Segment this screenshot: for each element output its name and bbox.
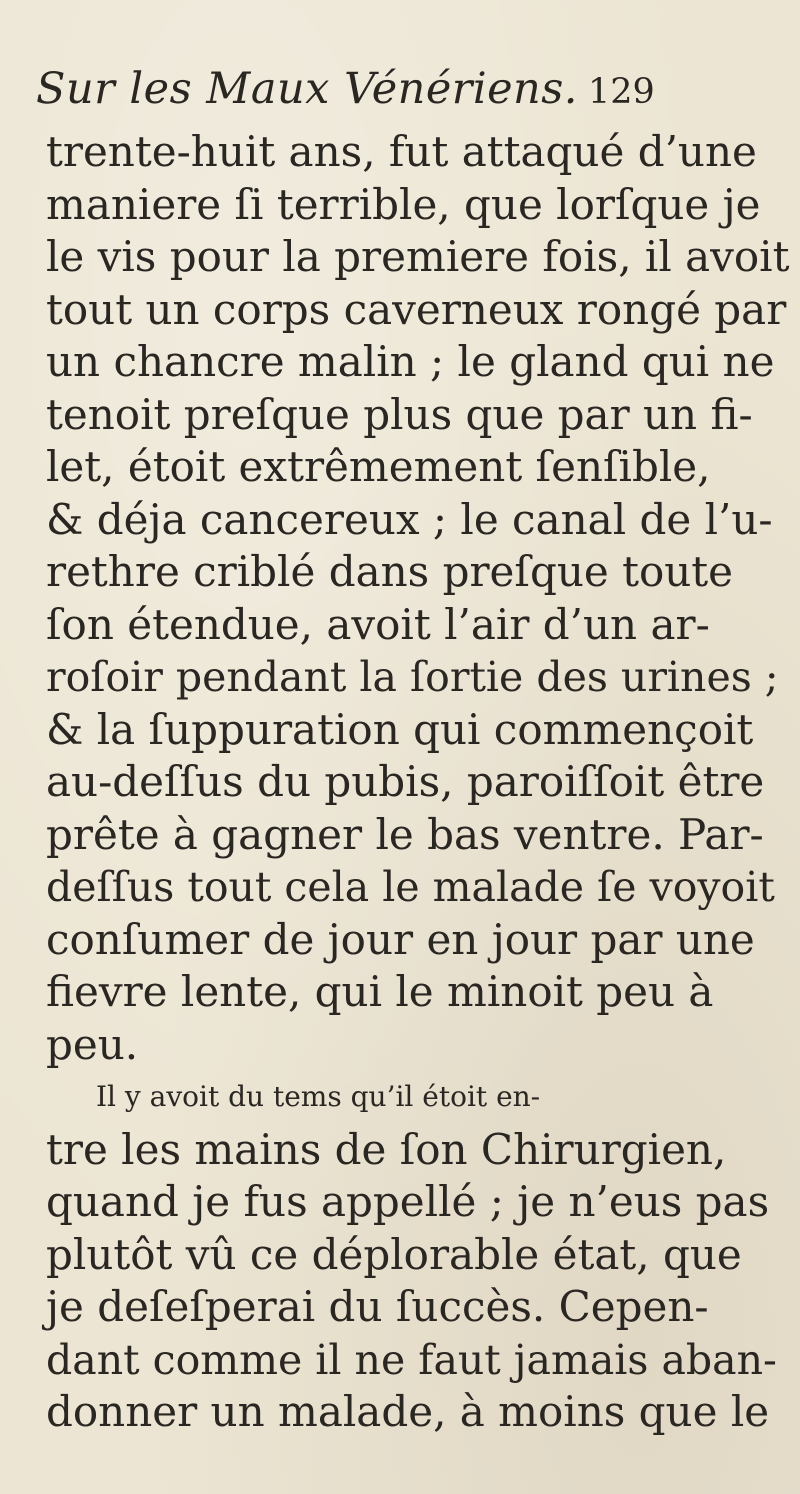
- text-line: deſſus tout cela le malade ſe voyoit: [46, 863, 775, 911]
- text-line: & la ſuppuration qui commençoit: [46, 704, 754, 754]
- running-title: Sur les Maux Vénériens.: [36, 64, 578, 114]
- text-line: je deſeſperai du ſuccès. Cepen-: [46, 1282, 709, 1331]
- text-line: conſumer de jour en jour par une: [46, 914, 755, 964]
- text-line: ſon étendue, avoit l’air d’un ar-: [46, 599, 710, 649]
- text-line: au-deſſus du pubis, paroiſſoit être: [46, 757, 765, 806]
- text-line: let, étoit extrêmement ſenſible,: [46, 442, 711, 491]
- text-line: quand je fus appellé ; je n’eus pas: [46, 1177, 770, 1226]
- page-number: 129: [587, 72, 655, 112]
- text-line: maniere ſi terrible, que lorſque je: [46, 179, 761, 229]
- text-line: tre les mains de ſon Chirurgien,: [46, 1124, 727, 1174]
- text-line: un chancre malin ; le gland qui ne: [46, 337, 775, 386]
- text-line: dant comme il ne faut jamais aban-: [46, 1335, 777, 1384]
- text-line: le vis pour la premiere fois, il avoit: [46, 232, 790, 281]
- text-line: plutôt vû ce déplorable état, que: [46, 1229, 742, 1279]
- paragraph-end-line: peu.: [46, 1019, 139, 1069]
- text-line: tout un corps caverneux rongé par: [46, 284, 787, 334]
- text-line: tenoit preſque plus que par un fi-: [46, 389, 753, 439]
- text-line: prête à gagner le bas ventre. Par-: [46, 809, 764, 859]
- text-line: roſoir pendant la ſortie des urines ;: [46, 653, 779, 701]
- text-line: rethre criblé dans preſque toute: [46, 547, 734, 596]
- paragraph-start-line: Il y avoit du tems qu’il étoit en-: [96, 1080, 541, 1113]
- text-line: & déja cancereux ; le canal de l’u-: [46, 494, 773, 544]
- text-line: trente-huit ans, fut attaqué d’une: [46, 127, 757, 176]
- text-line: fievre lente, qui le minoit peu à: [46, 967, 714, 1016]
- running-header: [36, 64, 726, 130]
- text-line: donner un malade, à moins que le: [46, 1387, 770, 1436]
